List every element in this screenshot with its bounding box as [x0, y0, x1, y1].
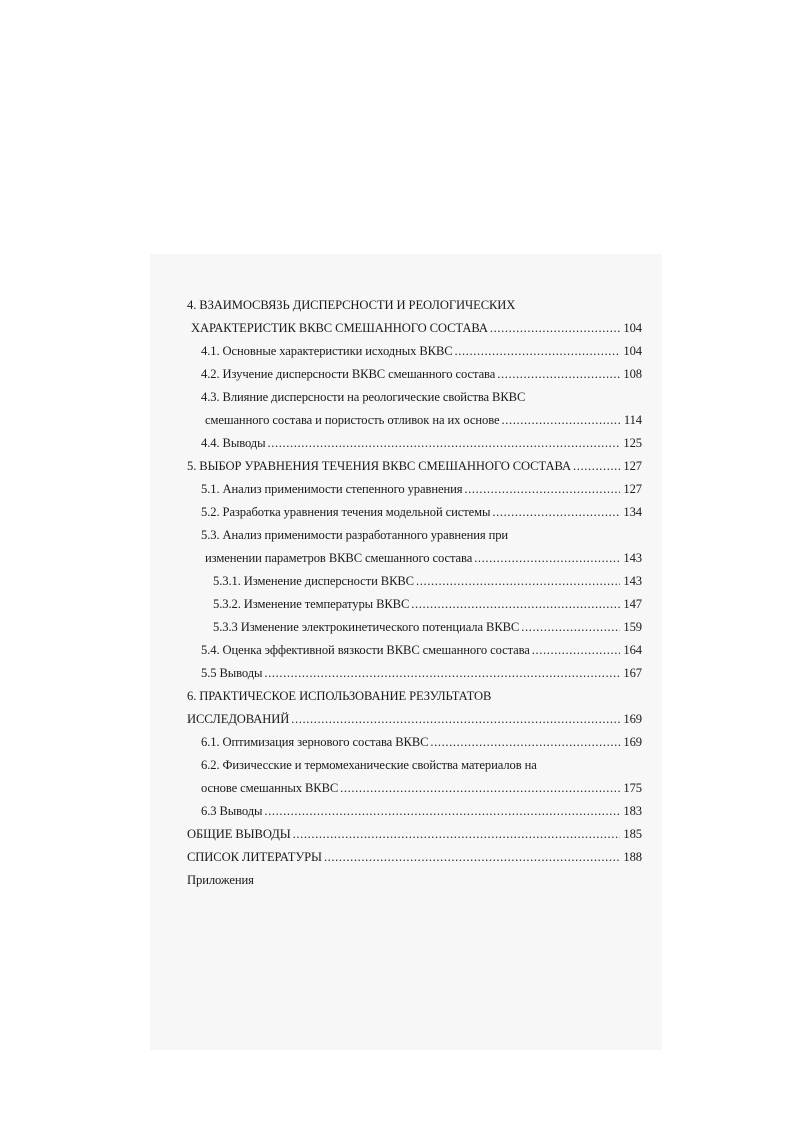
- toc-page-number: 104: [623, 344, 642, 358]
- toc-leader-dots: [324, 847, 620, 867]
- toc-entry: [187, 660, 642, 683]
- toc-page-number: 169: [623, 712, 642, 726]
- toc-entry: [187, 292, 642, 315]
- toc-page-number: 127: [623, 459, 642, 473]
- toc-leader-dots: [340, 778, 620, 798]
- toc-entry: [187, 476, 642, 499]
- toc-entry-title: 5. ВЫБОР УРАВНЕНИЯ ТЕЧЕНИЯ ВКВС СМЕШАННОГО СОСТАВА: [187, 459, 571, 473]
- toc-entry-title: 5.3.2. Изменение температуры ВКВС: [213, 597, 410, 611]
- toc-entry: [187, 729, 642, 752]
- toc-page-number: 134: [623, 505, 642, 519]
- toc-leader-dots: [293, 824, 620, 844]
- toc-leader-dots: [264, 663, 620, 683]
- toc-entry: [187, 844, 642, 867]
- toc-entry-title: 5.3.3 Изменение электрокинетического потенциала ВКВС: [213, 620, 520, 634]
- toc-entry: [187, 752, 642, 775]
- toc-entry: [187, 338, 642, 361]
- toc-entry: [187, 545, 642, 568]
- toc-page-number: 164: [623, 643, 642, 657]
- toc-page-number: 108: [623, 367, 642, 381]
- toc-entry-title: 4.2. Изучение дисперсности ВКВС смешанного состава: [201, 367, 496, 381]
- toc-entry: [187, 361, 642, 384]
- toc-entry: [187, 637, 642, 660]
- toc-entry-title: 5.2. Разработка уравнения течения модельной системы: [201, 505, 491, 519]
- toc-page-number: 159: [623, 620, 642, 634]
- toc-page-number: 125: [623, 436, 642, 450]
- toc-leader-dots: [521, 617, 620, 637]
- toc-entry-title: 5.4. Оценка эффективной вязкости ВКВС смешанного состава: [201, 643, 530, 657]
- toc-entry: [187, 798, 642, 821]
- toc-leader-dots: [430, 732, 620, 752]
- toc-leader-dots: [532, 640, 620, 660]
- toc-entry: [187, 821, 642, 844]
- toc-entry: [187, 315, 642, 338]
- toc-page-number: 104: [623, 321, 642, 335]
- toc-page-number: 188: [623, 850, 642, 864]
- toc-page-number: 114: [623, 413, 642, 427]
- toc-entry-title: 5.3. Анализ применимости разработанного уравнения при: [201, 528, 509, 542]
- toc-entry: [187, 706, 642, 729]
- toc-entry-title: Приложения: [187, 873, 254, 887]
- toc-entry: [187, 522, 642, 545]
- table-of-contents: [187, 292, 642, 890]
- toc-entry: [187, 430, 642, 453]
- toc-page-number: 143: [623, 551, 642, 565]
- toc-entry-title: изменении параметров ВКВС смешанного состава: [205, 551, 473, 565]
- toc-leader-dots: [497, 364, 620, 384]
- toc-entry: [187, 591, 642, 614]
- toc-entry-title: ОБЩИЕ ВЫВОДЫ: [187, 827, 291, 841]
- toc-page-number: 143: [623, 574, 642, 588]
- toc-entry: [187, 499, 642, 522]
- toc-entry-title: 4.4. Выводы: [201, 436, 266, 450]
- toc-entry-title: ХАРАКТЕРИСТИК ВКВС СМЕШАННОГО СОСТАВА: [191, 321, 488, 335]
- toc-leader-dots: [573, 456, 620, 476]
- toc-leader-dots: [474, 548, 620, 568]
- toc-entry-title: 4. ВЗАИМОСВЯЗЬ ДИСПЕРСНОСТИ И РЕОЛОГИЧЕСКИХ: [187, 298, 516, 312]
- toc-entry: [187, 775, 642, 798]
- toc-entry: [187, 453, 642, 476]
- toc-entry-title: 5.5 Выводы: [201, 666, 263, 680]
- toc-entry-title: 6.2. Физичесские и термомеханические свойства материалов на: [201, 758, 537, 772]
- toc-leader-dots: [501, 410, 620, 430]
- toc-entry-title: смешанного состава и пористость отливок на их основе: [205, 413, 500, 427]
- toc-leader-dots: [291, 709, 620, 729]
- toc-leader-dots: [492, 502, 620, 522]
- toc-leader-dots: [267, 433, 620, 453]
- toc-page-number: 147: [623, 597, 642, 611]
- toc-entry: [187, 614, 642, 637]
- toc-leader-dots: [416, 571, 620, 591]
- toc-page-number: 185: [623, 827, 642, 841]
- toc-leader-dots: [264, 801, 620, 821]
- toc-page-number: 167: [623, 666, 642, 680]
- toc-entry-title: СПИСОК ЛИТЕРАТУРЫ: [187, 850, 322, 864]
- toc-entry-title: 4.3. Влияние дисперсности на реологические свойства ВКВС: [201, 390, 526, 404]
- toc-entry-title: 4.1. Основные характеристики исходных ВКВС: [201, 344, 453, 358]
- toc-leader-dots: [490, 318, 620, 338]
- toc-page-number: 127: [623, 482, 642, 496]
- toc-entry-title: основе смешанных ВКВС: [201, 781, 339, 795]
- toc-entry: [187, 568, 642, 591]
- toc-entry-title: 6.3 Выводы: [201, 804, 263, 818]
- toc-entry: [187, 384, 642, 407]
- toc-entry: [187, 407, 642, 430]
- toc-page-number: 175: [623, 781, 642, 795]
- toc-entry-title: 5.3.1. Изменение дисперсности ВКВС: [213, 574, 414, 588]
- toc-leader-dots: [455, 341, 620, 361]
- toc-entry-title: ИССЛЕДОВАНИЙ: [187, 712, 290, 726]
- toc-page-number: 183: [623, 804, 642, 818]
- toc-page-number: 169: [623, 735, 642, 749]
- toc-entry: [187, 683, 642, 706]
- toc-leader-dots: [464, 479, 620, 499]
- toc-entry-title: 5.1. Анализ применимости степенного уравнения: [201, 482, 463, 496]
- toc-leader-dots: [411, 594, 620, 614]
- toc-entry: [187, 867, 642, 890]
- toc-entry-title: 6.1. Оптимизация зернового состава ВКВС: [201, 735, 429, 749]
- toc-entry-title: 6. ПРАКТИЧЕСКОЕ ИСПОЛЬЗОВАНИЕ РЕЗУЛЬТАТОВ: [187, 689, 492, 703]
